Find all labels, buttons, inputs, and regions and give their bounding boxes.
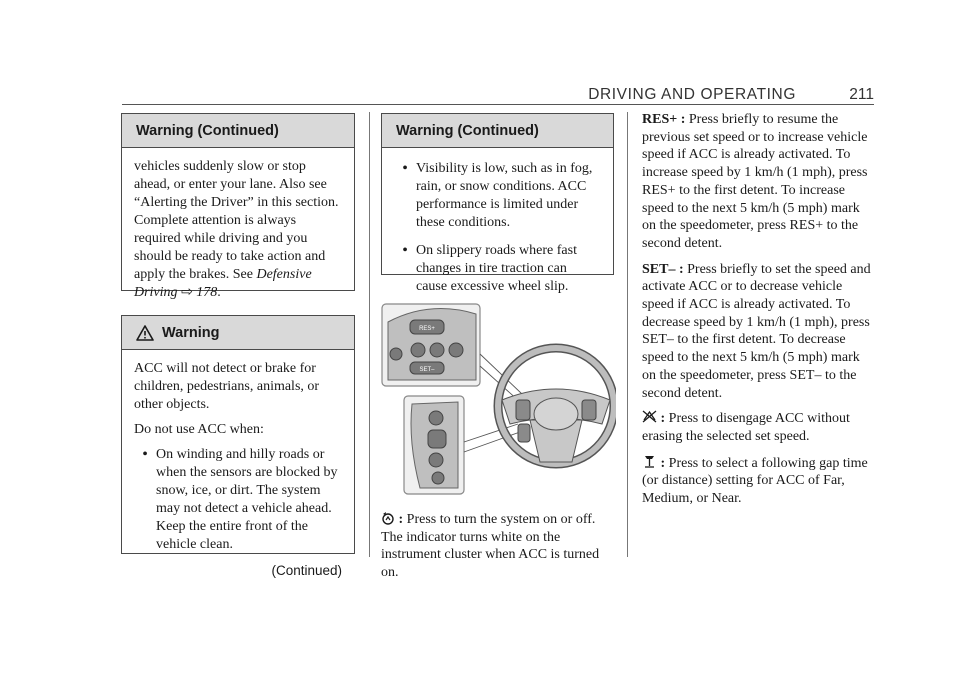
res-label: RES+ : [642,112,686,127]
warning-box-title: Warning (Continued) [122,114,354,148]
cross-reference-link[interactable]: Defensive Driving [134,267,312,300]
warning-paragraph: ACC will not detect or brake for children, pedestrians, animals, or other objects. [134,361,320,412]
cancel-description: : Press to disengage ACC without erasing the selected set speed. [642,411,850,444]
list-item: • Visibility is low, such as in fog, rain, or snow conditions. ACC performance is limited under these conditions. [394,160,601,232]
list-item: • On slippery roads where fast changes in tire traction can cause excessive wheel slip. [394,242,601,296]
bullet-icon: • [402,242,408,259]
continued-label: (Continued) [271,563,342,578]
cross-reference-page[interactable]: 178 [196,285,218,300]
res-description: RES+ : Press briefly to resume the previous set speed or to increase vehicle speed if ACC is already activated. To increase speed by 1 km/h (1 mph), press RES+ to the first detent. To increase speed to the next 5 km/h (5 mph) mark on the speedometer, press RES+ to the second detent. [642,112,868,251]
warning-box-title: Warning [122,316,354,350]
set-description: SET– : Press briefly to set the speed and activate ACC or to decrease vehicle speed if ACC is already activated. To decrease speed by 1 km/h (1 mph), press SET– to the first detent. To decrease speed to the next 5 km/h (5 mph) mark on the speedometer, press SET– to the second detent. [642,261,871,401]
res-button-label: RES+ [419,326,435,332]
warning-box-body [122,148,354,317]
warning-box-continued-2 [381,113,614,294]
warning-box-2 [121,315,355,578]
acc-power-icon [381,511,395,525]
following-gap-icon [642,454,657,469]
page-ref-icon: ⇨ [181,285,193,300]
page-number: 211 [849,86,874,103]
right-column [642,111,874,516]
warning-box-title: Warning (Continued) [382,114,613,148]
warning-paragraph: vehicles suddenly slow or stop ahead, or enter your lane. Also see “Alerting the Driver” in this section. Complete attention is always required while driving and you should be ready to take action and apply the brakes. See Defensive Driving ⇨ 178. [134,159,339,300]
power-button-description [381,511,611,590]
warning-box-body [382,148,613,314]
bullet-icon: • [402,160,408,177]
section-title: DRIVING AND OPERATING [588,86,796,103]
page-header [122,82,874,104]
bullet-icon: • [142,446,148,463]
warning-box-body [122,350,354,588]
header-rule [122,104,874,105]
gap-description: : Press to select a following gap time (or distance) setting for ACC of Far, Medium, or Near. [642,455,868,507]
column-divider-1 [369,112,370,557]
list-item: • On winding and hilly roads or when the sensors are blocked by snow, ice, or dirt. The system may not detect a vehicle ahead. Keep the entire front of the vehicle clean. [134,446,342,554]
warning-paragraph: Do not use ACC when: [134,422,264,437]
warning-box-continued-1 [121,113,355,300]
column-divider-2 [627,112,628,557]
steering-wheel-controls-illustration [380,302,616,498]
acc-cancel-icon [642,410,657,423]
set-label: SET– : [642,261,684,277]
description-paragraph: : Press to turn the system on or off. The indicator turns white on the instrument cluster when ACC is turned on. [381,512,600,581]
set-button-label: SET– [419,367,435,373]
warning-triangle-icon [136,325,154,341]
